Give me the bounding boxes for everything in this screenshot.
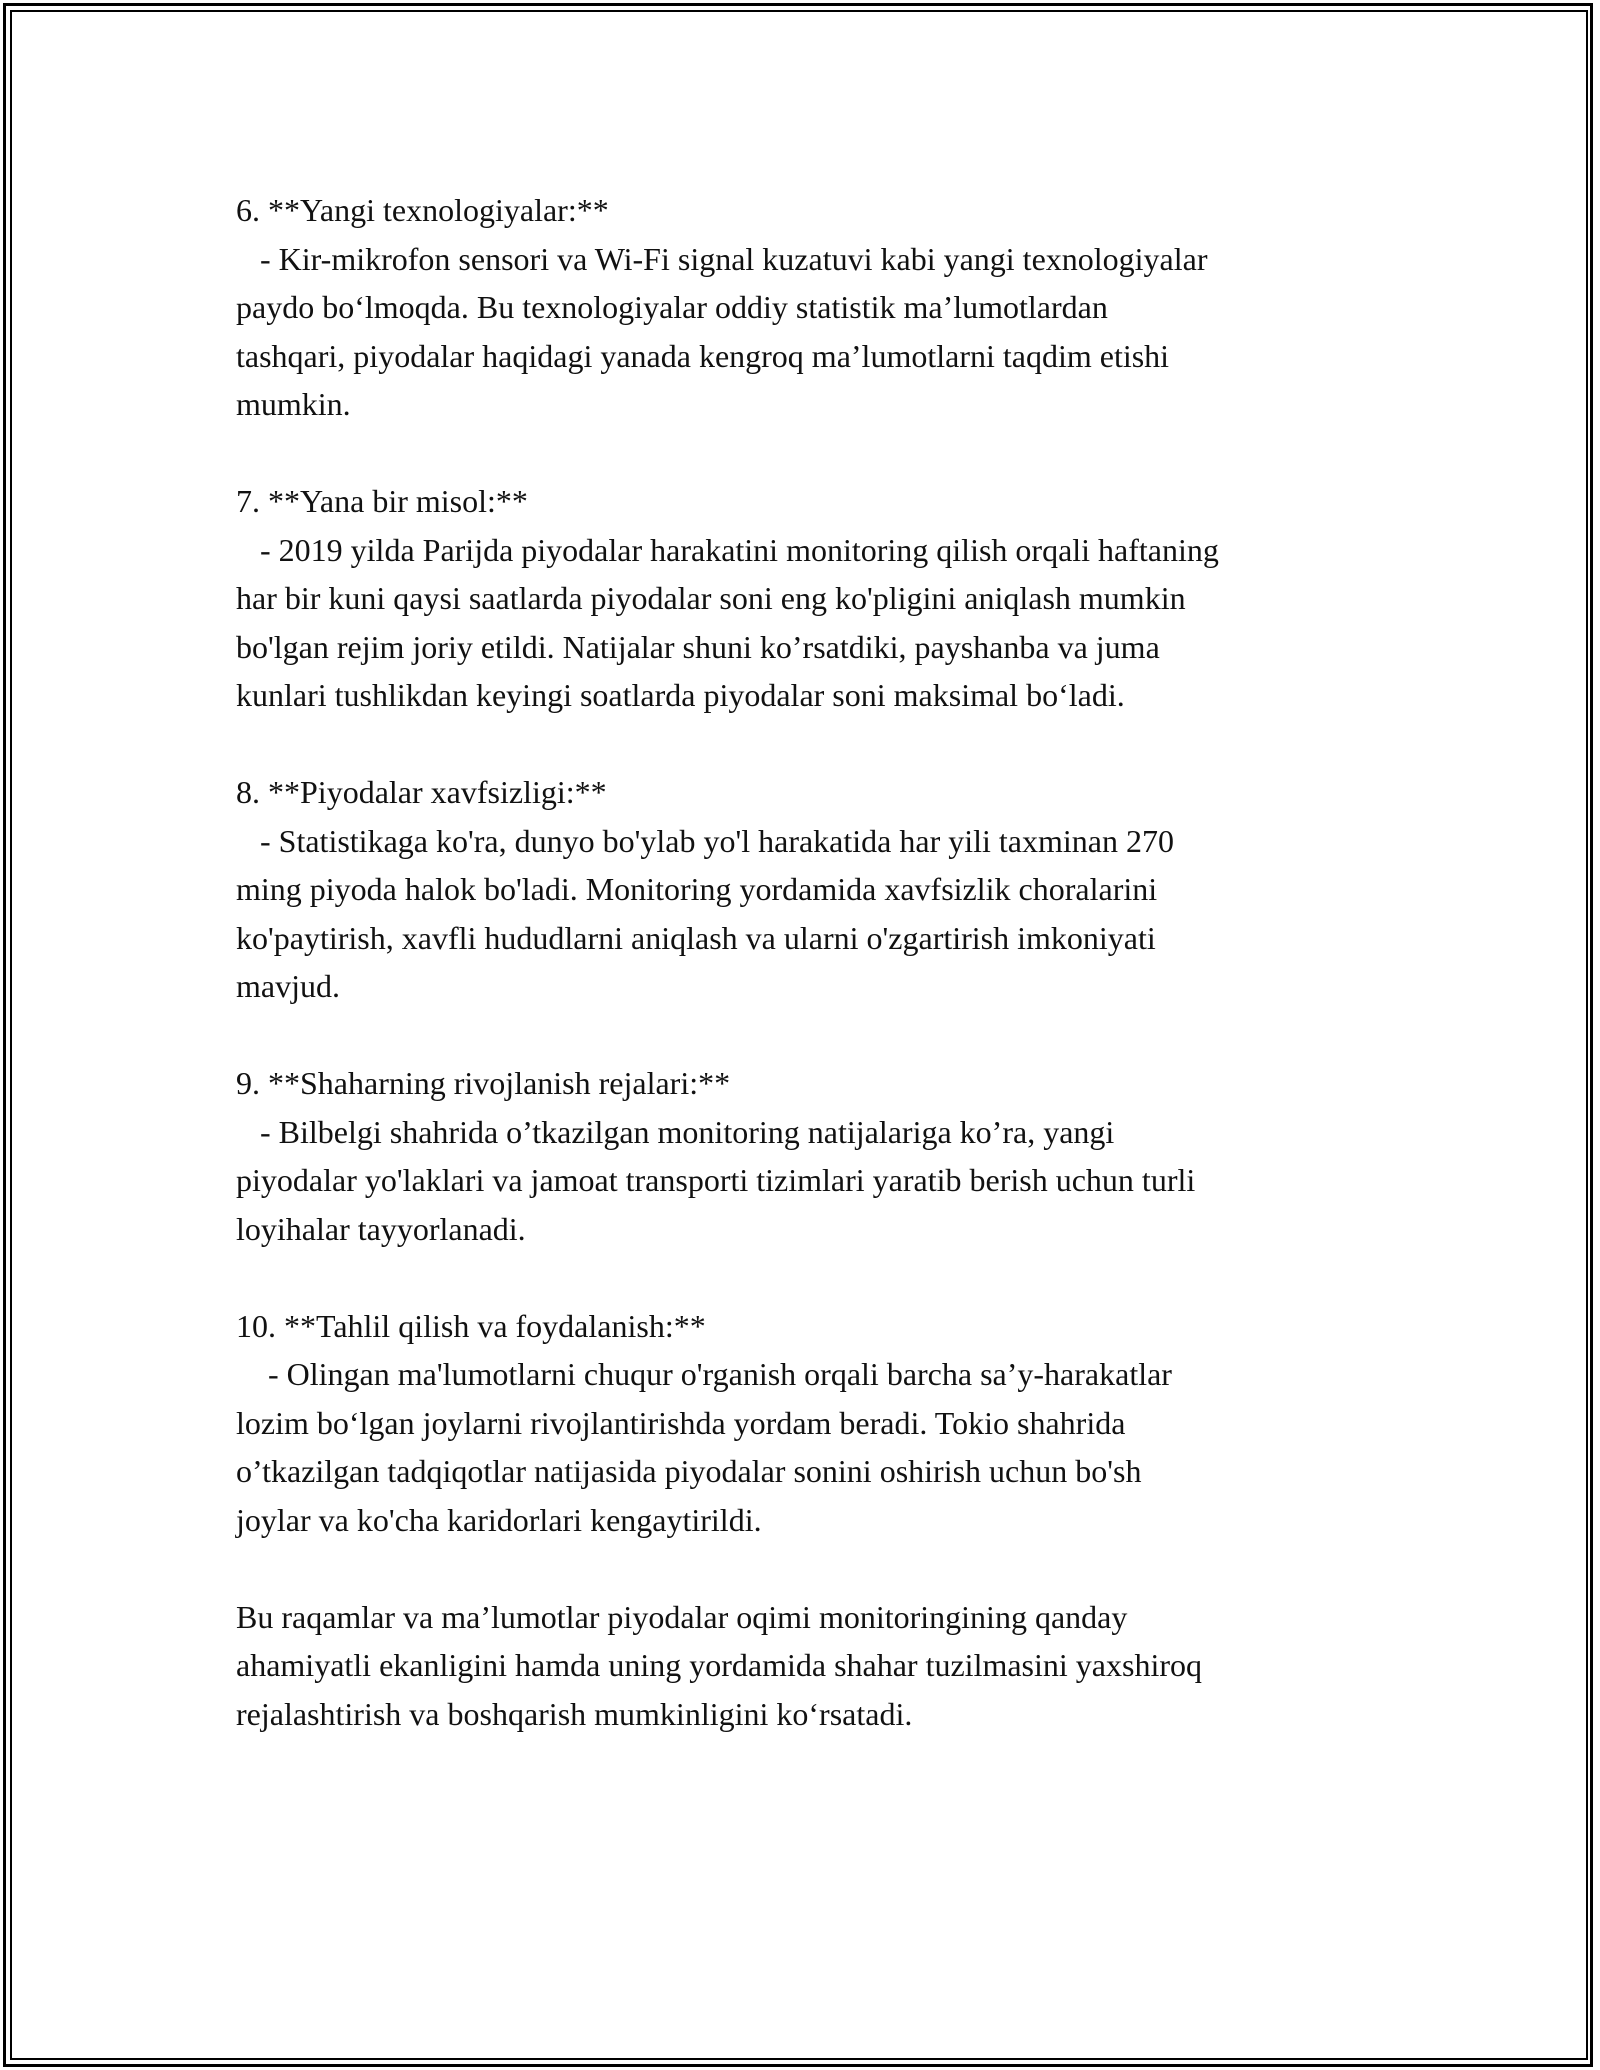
text-line: mumkin. <box>236 386 351 422</box>
text-line: piyodalar yo'laklari va jamoat transporti tizimlari yaratib berish uchun turli <box>236 1162 1196 1198</box>
text-line: loyihalar tayyorlanadi. <box>236 1210 526 1247</box>
section-tahlil-qilish <box>236 1302 1386 1545</box>
text-line: ko'paytirish, xavfli hududlarni aniqlash va ularni o'zgartirish imkoniyati <box>236 919 1156 956</box>
section-yana-bir-misol <box>236 477 1386 720</box>
conclusion-paragraph <box>236 1593 1386 1739</box>
text-line: ahamiyatli ekanligini hamda uning yordamida shahar tuzilmasini yaxshiroq <box>236 1647 1202 1683</box>
text-line: tashqari, piyodalar haqidagi yanada kengroq maʼlumotlarni taqdim etishi <box>236 337 1170 374</box>
text-line: - 2019 yilda Parijda piyodalar harakatini monitoring qilish orqali haftaning <box>236 531 1219 568</box>
text-line: - Bilbelgi shahrida o’tkazilgan monitoring natijalariga ko’ra, yangi <box>236 1113 1115 1150</box>
section-heading: 6. **Yangi texnologiyalar:** <box>236 192 609 228</box>
section-heading: 7. **Yana bir misol:** <box>236 483 528 519</box>
text-line: paydo boʻlmoqda. Bu texnologiyalar oddiy statistik maʼlumotlardan <box>236 289 1108 325</box>
section-heading: 9. **Shaharning rivojlanish rejalari:** <box>236 1065 731 1101</box>
text-line: rejalashtirish va boshqarish mumkinligini koʻrsatadi. <box>236 1695 913 1732</box>
text-line: Bu raqamlar va maʼlumotlar piyodalar oqimi monitoringining qanday <box>236 1598 1128 1635</box>
text-line: ming piyoda halok bo'ladi. Monitoring yordamida xavfsizlik choralarini <box>236 871 1158 907</box>
text-line: har bir kuni qaysi saatlarda piyodalar soni eng ko'pligini aniqlash mumkin <box>236 580 1186 616</box>
text-line: - Olingan ma'lumotlarni chuqur o'rganish orqali barcha sa’y-harakatlar <box>236 1356 1172 1392</box>
text-line: bo'lgan rejim joriy etildi. Natijalar shuni ko’rsatdiki, payshanba va juma <box>236 628 1160 665</box>
text-line: - Kir-mikrofon sensori va Wi-Fi signal kuzatuvi kabi yangi texnologiyalar <box>236 240 1208 277</box>
document-body <box>236 186 1386 1738</box>
section-piyodalar-xavfsizligi <box>236 768 1386 1011</box>
text-line: - Statistikaga ko'ra, dunyo bo'ylab yo'l harakatida har yili taxminan 270 <box>236 822 1174 859</box>
text-line: lozim boʻlgan joylarni rivojlantirishda yordam beradi. Tokio shahrida <box>236 1404 1126 1441</box>
text-line: kunlari tushlikdan keyingi soatlarda piyodalar soni maksimal boʻladi. <box>236 677 1125 713</box>
text-line: mavjud. <box>236 968 340 1004</box>
text-line: joylar va ko'cha karidorlari kengaytirildi. <box>236 1501 762 1538</box>
section-yangi-texnologiyalar <box>236 186 1386 429</box>
section-heading: 10. **Tahlil qilish va foydalanish:** <box>236 1307 706 1344</box>
section-shaharning-rivojlanish-rejalari <box>236 1059 1386 1253</box>
text-line: o’tkazilgan tadqiqotlar natijasida piyodalar sonini oshirish uchun bo'sh <box>236 1453 1142 1489</box>
section-heading: 8. **Piyodalar xavfsizligi:** <box>236 774 607 810</box>
